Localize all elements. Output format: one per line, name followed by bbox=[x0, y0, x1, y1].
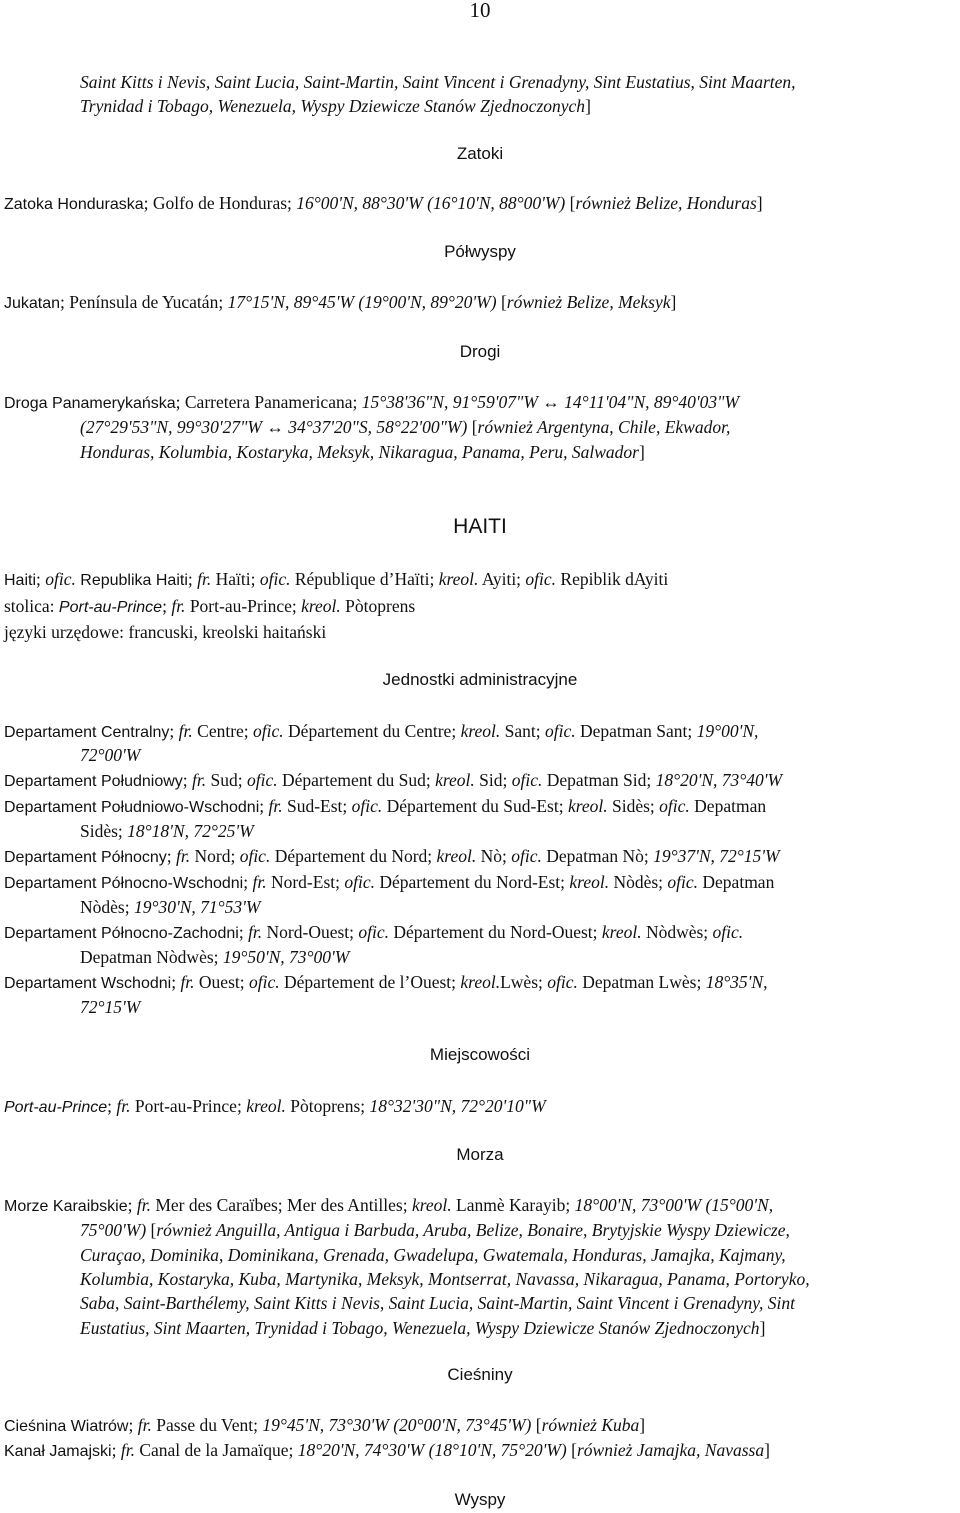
text-segment: kreol. bbox=[460, 972, 501, 992]
text-segment: 19°45'N, 73°30'W (20°00'N, 73°45'W) bbox=[262, 1415, 532, 1435]
text-segment: 18°35'N, bbox=[705, 972, 768, 992]
text-segment: ofic. bbox=[259, 569, 291, 589]
text-segment: Eustatius, Sint Maarten, Trynidad i Tobago, Wenezuela, Wyspy Dziewicze Stanów Zjednoczonych bbox=[80, 1318, 760, 1338]
text-line bbox=[4, 970, 767, 996]
text-segment: 75°00'W) bbox=[80, 1220, 147, 1240]
text-segment: Haïti; bbox=[211, 569, 260, 589]
text-segment: ; Golfo de Honduras; bbox=[143, 193, 297, 213]
text-segment: Nord-Est; bbox=[266, 872, 345, 892]
text-line bbox=[4, 191, 763, 217]
text-segment: ] bbox=[756, 193, 763, 213]
text-segment: kreol. bbox=[246, 1096, 286, 1116]
text-segment: République d’Haïti; bbox=[290, 569, 439, 589]
text-segment: 19°00'N, bbox=[696, 721, 759, 741]
section-heading bbox=[0, 668, 960, 692]
text-segment: również Jamajka, Navassa bbox=[576, 1440, 765, 1460]
text-line bbox=[4, 620, 326, 644]
text-segment: ; bbox=[238, 922, 249, 942]
section-heading bbox=[0, 1143, 960, 1167]
text-segment: Port-au-Prince; bbox=[130, 1096, 247, 1116]
text-segment: ; Península de Yucatán; bbox=[60, 292, 228, 312]
text-line bbox=[4, 290, 676, 316]
text-segment: 18°20'N, 73°40'W bbox=[655, 770, 783, 790]
text-segment: ; bbox=[171, 972, 181, 992]
text-segment: ; bbox=[111, 1440, 121, 1460]
text-segment: 19°37'N, 72°15'W bbox=[653, 846, 780, 866]
text-line bbox=[80, 995, 140, 1019]
entry-name: Departament Północno-Wschodni bbox=[4, 875, 244, 892]
text-segment: ] bbox=[585, 96, 591, 116]
text-segment: [ bbox=[146, 1220, 157, 1240]
text-segment: ] bbox=[639, 1415, 646, 1435]
text-segment: ofic. bbox=[249, 972, 280, 992]
text-segment: ; Carretera Panamericana; bbox=[175, 392, 362, 412]
text-line bbox=[4, 1193, 773, 1219]
entry-name: Port-au-Prince bbox=[58, 599, 163, 616]
text-line bbox=[4, 870, 774, 896]
text-segment: również Argentyna, Chile, Ekwador, bbox=[477, 417, 731, 437]
section-heading bbox=[0, 142, 960, 166]
text-segment: Département du Sud-Est; bbox=[382, 796, 568, 816]
section-heading bbox=[0, 1363, 960, 1387]
text-segment: Nord-Ouest; bbox=[262, 922, 359, 942]
text-segment: Nord; bbox=[190, 846, 240, 866]
text-segment: Département du Centre; bbox=[283, 721, 461, 741]
text-segment: Depatman Sant; bbox=[575, 721, 697, 741]
text-segment: fr. bbox=[137, 1415, 152, 1435]
text-segment: fr. bbox=[176, 846, 191, 866]
text-segment: ; bbox=[36, 569, 46, 589]
text-segment: kreol. bbox=[438, 569, 479, 589]
text-line bbox=[80, 1316, 765, 1340]
text-segment: kreol. bbox=[411, 1195, 452, 1215]
text-segment: również Belize, Honduras bbox=[575, 193, 757, 213]
text-segment: Sant; bbox=[500, 721, 545, 741]
text-segment: Saint Kitts i Nevis, Saint Lucia, Saint-Martin, Saint Vincent i Grenadyny, Sint Eustatius, Sint Maarten, bbox=[80, 72, 796, 92]
text-segment: 18°32'30"N, 72°20'10"W bbox=[369, 1096, 546, 1116]
text-segment: [ bbox=[467, 417, 478, 437]
text-segment: również Belize, Meksyk bbox=[506, 292, 671, 312]
text-segment: fr. bbox=[192, 770, 207, 790]
text-segment: ofic. bbox=[351, 796, 383, 816]
text-segment: Honduras, Kolumbia, Kostaryka, Meksyk, Nikaragua, Panama, Peru, Salwador bbox=[80, 442, 639, 462]
text-line bbox=[4, 768, 782, 794]
text-segment: również Kuba bbox=[541, 1415, 640, 1435]
text-segment: fr. bbox=[178, 721, 193, 741]
text-line bbox=[80, 94, 591, 118]
text-segment: fr. bbox=[248, 922, 263, 942]
text-segment: 18°18'N, 72°25'W bbox=[127, 821, 254, 841]
text-segment: Repiblik dAyiti bbox=[556, 569, 669, 589]
text-segment: fr. bbox=[171, 596, 186, 616]
text-segment: Depatman Sid; bbox=[542, 770, 656, 790]
text-line bbox=[4, 1438, 770, 1464]
text-segment: 17°15'N, 89°45'W (19°00'N, 89°20'W) bbox=[227, 292, 497, 312]
text-segment: HAITI bbox=[453, 515, 507, 538]
text-segment: ] bbox=[670, 292, 677, 312]
entry-name: Departament Północny bbox=[4, 849, 167, 866]
text-segment: ; bbox=[243, 872, 253, 892]
text-line bbox=[80, 440, 645, 464]
text-segment: ofic. bbox=[246, 770, 278, 790]
entry-name: Morze Karaibskie bbox=[4, 1198, 128, 1215]
text-segment: [ bbox=[565, 193, 576, 213]
text-segment: ofic. bbox=[253, 721, 284, 741]
text-segment: Mer des Caraïbes; Mer des Antilles; bbox=[150, 1195, 412, 1215]
text-segment: Département du Nord-Ouest; bbox=[389, 922, 602, 942]
text-segment: kreol. bbox=[601, 922, 642, 942]
text-segment: kreol. bbox=[569, 872, 610, 892]
text-segment: Depatman bbox=[698, 872, 775, 892]
text-line bbox=[4, 594, 415, 620]
text-segment: Département de l’Ouest; bbox=[279, 972, 461, 992]
entry-name: Droga Panamerykańska bbox=[4, 395, 176, 412]
text-segment: 19°30'N, 71°53'W bbox=[133, 897, 261, 917]
text-segment: Département du Nord-Est; bbox=[375, 872, 570, 892]
text-segment: kreol. bbox=[436, 846, 477, 866]
text-segment: Ouest; bbox=[194, 972, 249, 992]
text-segment: ; bbox=[182, 770, 193, 790]
text-segment: Sidès; bbox=[80, 821, 128, 841]
text-segment: ofic. bbox=[525, 569, 557, 589]
entry-name: Departament Wschodni bbox=[4, 975, 172, 992]
text-line bbox=[4, 1094, 546, 1120]
text-segment: ofic. bbox=[659, 796, 690, 816]
text-segment: 72°15'W bbox=[80, 997, 141, 1017]
text-segment: [ bbox=[566, 1440, 577, 1460]
text-segment: fr. bbox=[268, 796, 283, 816]
text-segment: Curaçao, Dominika, Dominikana, Grenada, Gwadelupa, Gwatemala, Honduras, Jamajka, Kajmany, bbox=[80, 1245, 786, 1265]
text-segment: fr. bbox=[120, 1440, 135, 1460]
text-segment: Centre; bbox=[192, 721, 254, 741]
text-segment: fr. bbox=[116, 1096, 131, 1116]
text-segment: Depatman bbox=[689, 796, 767, 816]
entry-name: Haiti bbox=[4, 572, 37, 589]
text-segment: ; bbox=[127, 1195, 137, 1215]
text-segment: Depatman Lwès; bbox=[577, 972, 706, 992]
text-line bbox=[80, 415, 730, 439]
text-segment: ofic. bbox=[544, 721, 576, 741]
text-line bbox=[4, 390, 739, 416]
entry-name: Port-au-Prince bbox=[4, 1099, 108, 1116]
text-segment: [ bbox=[496, 292, 507, 312]
text-line bbox=[80, 743, 140, 767]
text-segment: Saba, Saint-Barthélemy, Saint Kitts i Nevis, Saint Lucia, Saint-Martin, Saint Vincent i Grenadyny, Sint bbox=[80, 1293, 796, 1313]
text-segment: ofic. bbox=[667, 872, 699, 892]
text-segment: fr. bbox=[197, 569, 212, 589]
text-segment: 18°00'N, 73°00'W (15°00'N, bbox=[574, 1195, 774, 1215]
text-segment: Wyspy bbox=[454, 1490, 506, 1509]
text-segment: ] bbox=[639, 442, 645, 462]
text-segment: Département du Nord; bbox=[270, 846, 437, 866]
text-segment: fr. bbox=[136, 1195, 151, 1215]
entry-name: Cieśnina Wiatrów bbox=[4, 1418, 129, 1435]
text-line bbox=[80, 895, 260, 919]
text-segment: Nòdwès; bbox=[641, 922, 713, 942]
section-heading bbox=[0, 340, 960, 364]
text-line bbox=[4, 567, 668, 593]
text-segment: 72°00'W bbox=[80, 745, 141, 765]
entry-name: Departament Południowy bbox=[4, 773, 183, 790]
text-segment: Nò; bbox=[476, 846, 512, 866]
text-segment: Cieśniny bbox=[447, 1365, 513, 1384]
text-segment: Depatman Nò; bbox=[541, 846, 654, 866]
text-segment: Canal de la Jamaïque; bbox=[134, 1440, 298, 1460]
section-heading bbox=[0, 240, 960, 264]
text-segment: kreol. bbox=[435, 770, 475, 790]
text-segment: Nòdès; bbox=[80, 897, 134, 917]
text-segment: Półwyspy bbox=[444, 242, 516, 261]
text-segment: ofic. bbox=[712, 922, 744, 942]
section-heading bbox=[0, 515, 960, 539]
text-segment: ; bbox=[169, 721, 179, 741]
text-segment: ; bbox=[166, 846, 177, 866]
entry-name: Departament Północno-Zachodni bbox=[4, 925, 239, 942]
text-segment: Nòdès; bbox=[609, 872, 668, 892]
text-segment: 15°38'36"N, 91°59'07"W ↔ 14°11'04"N, 89°40'03"W bbox=[361, 392, 740, 412]
text-segment: ; bbox=[259, 796, 269, 816]
text-line bbox=[4, 719, 758, 745]
text-segment: Lwès; bbox=[500, 972, 548, 992]
entry-name: Kanał Jamajski bbox=[4, 1443, 112, 1460]
text-segment: Jednostki administracyjne bbox=[382, 670, 578, 689]
text-segment: ofic. bbox=[344, 872, 375, 892]
entry-name: Jukatan bbox=[4, 295, 61, 312]
text-segment: ofic. bbox=[45, 569, 76, 589]
text-line bbox=[80, 1218, 790, 1242]
text-segment: Kolumbia, Kostaryka, Kuba, Martynika, Meksyk, Montserrat, Navassa, Nikaragua, Panama, Portoryko, bbox=[80, 1269, 810, 1289]
entry-name: Zatoka Honduraska bbox=[4, 196, 144, 213]
text-line bbox=[4, 1413, 645, 1439]
entry-name: Departament Centralny bbox=[4, 724, 170, 741]
text-segment: 16°00'N, 88°30'W (16°10'N, 88°00'W) bbox=[296, 193, 566, 213]
text-segment: kreol. bbox=[460, 721, 501, 741]
section-heading bbox=[0, 1488, 960, 1512]
text-segment: ; bbox=[107, 1096, 117, 1116]
text-segment: Sud-Est; bbox=[282, 796, 352, 816]
text-segment: [ bbox=[531, 1415, 542, 1435]
text-line bbox=[80, 1267, 810, 1291]
text-segment: fr. bbox=[180, 972, 195, 992]
text-segment: ; bbox=[162, 596, 172, 616]
text-segment: języki urzędowe: francuski, kreolski haitański bbox=[4, 622, 327, 642]
text-segment: również Anguilla, Antigua i Barbuda, Aruba, Belize, Bonaire, Brytyjskie Wyspy Dziewicze, bbox=[156, 1220, 790, 1240]
text-segment: Sud; bbox=[206, 770, 247, 790]
text-segment: Sid; bbox=[474, 770, 512, 790]
text-line bbox=[80, 70, 796, 94]
text-segment: Zatoki bbox=[456, 144, 504, 163]
text-segment: kreol. bbox=[567, 796, 608, 816]
entry-name: Republika Haiti bbox=[80, 572, 188, 589]
text-line bbox=[4, 844, 780, 870]
text-line bbox=[4, 920, 743, 946]
text-segment: (27°29'53"N, 99°30'27"W ↔ 34°37'20"S, 58°22'00"W) bbox=[80, 417, 468, 437]
text-segment: Depatman Nòdwès; bbox=[80, 947, 223, 967]
text-segment: Drogi bbox=[459, 342, 501, 361]
text-segment: 19°50'N, 73°00'W bbox=[222, 947, 350, 967]
text-segment: Ayiti; bbox=[478, 569, 526, 589]
text-segment: Sidès; bbox=[607, 796, 660, 816]
section-heading bbox=[0, 1043, 960, 1067]
text-segment: 18°20'N, 74°30'W (18°10'N, 75°20'W) bbox=[297, 1440, 567, 1460]
text-segment: ofic. bbox=[511, 770, 543, 790]
text-segment: Port-au-Prince; bbox=[185, 596, 302, 616]
text-segment: Pòtoprens; bbox=[285, 1096, 370, 1116]
text-segment: Passe du Vent; bbox=[151, 1415, 263, 1435]
text-segment: ofic. bbox=[511, 846, 542, 866]
text-segment: ofic. bbox=[547, 972, 578, 992]
text-line bbox=[80, 1243, 786, 1267]
text-line bbox=[80, 1291, 795, 1315]
text-segment: ofic. bbox=[358, 922, 390, 942]
text-segment: kreol. bbox=[301, 596, 341, 616]
text-segment: Pòtoprens bbox=[340, 596, 416, 616]
text-segment: stolica: bbox=[4, 596, 59, 616]
text-segment: ; bbox=[128, 1415, 138, 1435]
text-line bbox=[4, 794, 766, 820]
text-segment: ofic. bbox=[239, 846, 271, 866]
text-segment: ] bbox=[764, 1440, 770, 1460]
text-segment: Lanmè Karayib; bbox=[451, 1195, 575, 1215]
page-number: 10 bbox=[469, 0, 491, 22]
text-segment: ; bbox=[187, 569, 198, 589]
text-segment: Morza bbox=[456, 1145, 504, 1164]
text-segment: Miejscowości bbox=[429, 1045, 531, 1064]
text-line bbox=[80, 945, 349, 969]
text-segment: fr. bbox=[252, 872, 267, 892]
entry-name: Departament Południowo-Wschodni bbox=[4, 799, 260, 816]
text-line bbox=[80, 819, 254, 843]
text-segment: ] bbox=[759, 1318, 766, 1338]
text-segment: Département du Sud; bbox=[277, 770, 436, 790]
text-segment: Trynidad i Tobago, Wenezuela, Wyspy Dziewicze Stanów Zjednoczonych bbox=[80, 96, 586, 116]
